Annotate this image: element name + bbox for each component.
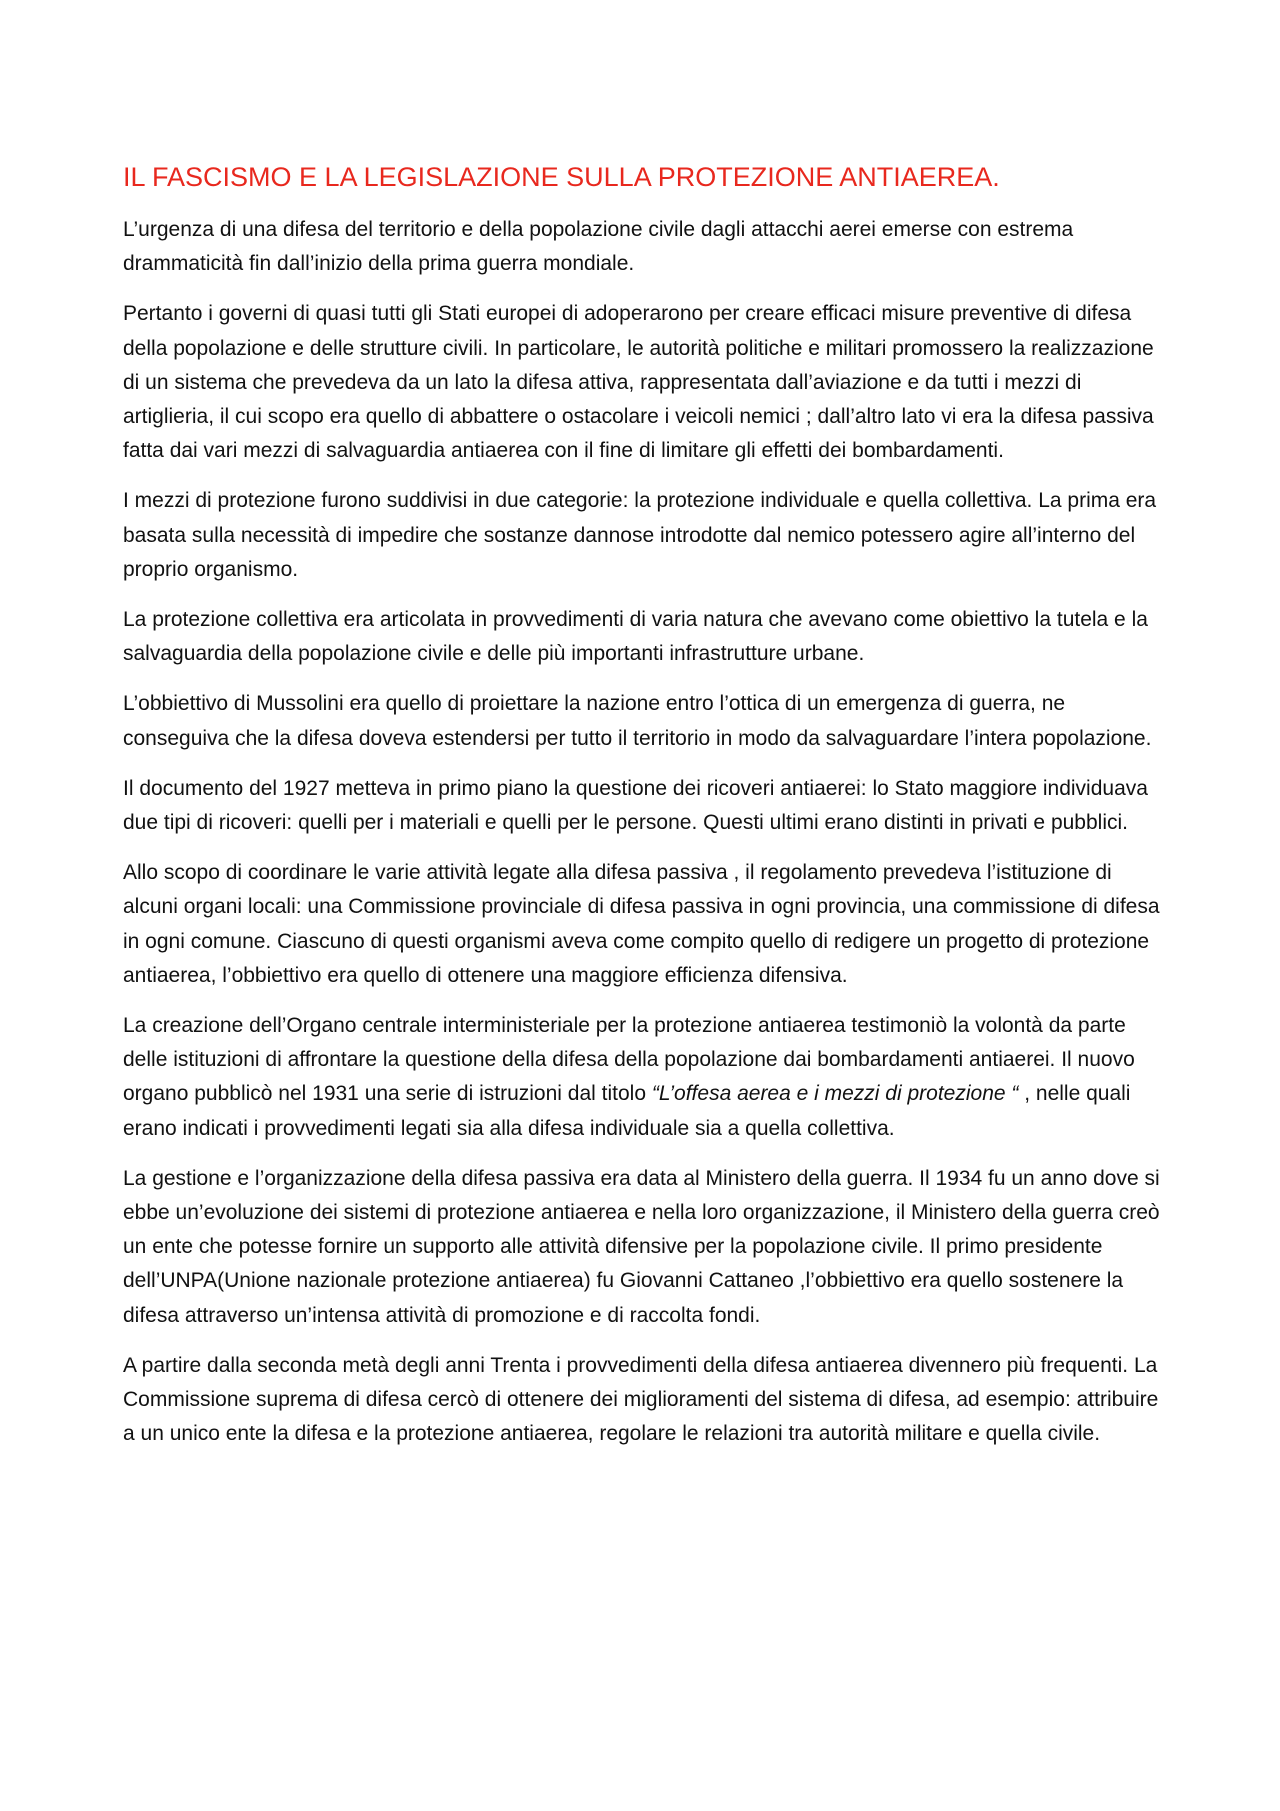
paragraph: La protezione collettiva era articolata in provvedimenti di varia natura che avevano come obiettivo la tutela e la salvaguardia della popolazione civile e delle più importanti infrastrutture urbane. xyxy=(123,608,1148,666)
italic-publication-title: “L’offesa aerea e i mezzi di protezione “ xyxy=(651,1082,1019,1106)
paragraph: L’urgenza di una difesa del territorio e della popolazione civile dagli attacchi aerei emerse con estrema drammaticità fin dall’inizio della prima guerra mondiale. xyxy=(123,218,1074,276)
paragraph: La gestione e l’organizzazione della difesa passiva era data al Ministero della guerra. Il 1934 fu un anno dove si ebbe un’evoluzione dei sistemi di protezione antiaerea e nella loro organizzazione, il Ministero della guerra creò un ente che potesse fornire un supporto alle attività difensive per la popolazione civile. Il primo presidente dell’UNPA(Unione nazionale protezione antiaerea) fu Giovanni Cattaneo ,l’obbiettivo era quello sostenere la difesa attraverso un’intensa attività di promozione e di raccolta fondi. xyxy=(123,1166,1160,1327)
paragraph xyxy=(123,1009,1168,1146)
paragraph: Allo scopo di coordinare le varie attività legate alla difesa passiva , il regolamento prevedeva l’istituzione di alcuni organi locali: una Commissione provinciale di difesa passiva in ogni provincia, una commissione di difesa in ogni comune. Ciascuno di questi organismi aveva come compito quello di redigere un progetto di protezione antiaerea, l’obbiettivo era quello di ottenere una maggiore efficienza difensiva. xyxy=(123,861,1160,987)
document-title: IL FASCISMO E LA LEGISLAZIONE SULLA PROTEZIONE ANTIAEREA. xyxy=(123,162,1000,192)
paragraph: I mezzi di protezione furono suddivisi in due categorie: la protezione individuale e quella collettiva. La prima era basata sulla necessità di impedire che sostanze dannose introdotte dal nemico potessero agire all’interno del proprio organismo. xyxy=(123,489,1157,581)
paragraph: L’obbiettivo di Mussolini era quello di proiettare la nazione entro l’ottica di un emergenza di guerra, ne conseguiva che la difesa doveva estendersi per tutto il territorio in modo da salvaguardare l’intera popolazione. xyxy=(123,692,1152,750)
paragraph-text: La creazione dell’Organo centrale interministeriale per la protezione antiaerea testimoniò la volontà da parte delle istituzioni di affrontare la questione della difesa della popolazione dai bombardamenti antiaerei. Il nuovo organo pubblicò nel 1931 una serie di istruzioni dal titolo xyxy=(123,1014,1135,1106)
paragraph: A partire dalla seconda metà degli anni Trenta i provvedimenti della difesa antiaerea divennero più frequenti. La Commissione suprema di difesa cercò di ottenere dei miglioramenti del sistema di difesa, ad esempio: attribuire a un unico ente la difesa e la protezione antiaerea, regolare le relazioni tra autorità militare e quella civile. xyxy=(123,1353,1159,1446)
document-page xyxy=(123,160,1168,1468)
paragraph: Pertanto i governi di quasi tutti gli Stati europei di adoperarono per creare efficaci misure preventive di difesa della popolazione e delle strutture civili. In particolare, le autorità politiche e militari promossero la realizzazione di un sistema che prevedeva da un lato la difesa attiva, rappresentata dall’aviazione e da tutti i mezzi di artiglieria, il cui scopo era quello di abbattere o ostacolare i veicoli nemici ; dall’altro lato vi era la difesa passiva fatta dai vari mezzi di salvaguardia antiaerea con il fine di limitare gli effetti dei bombardamenti. xyxy=(123,302,1154,463)
paragraph: Il documento del 1927 metteva in primo piano la questione dei ricoveri antiaerei: lo Stato maggiore individuava due tipi di ricoveri: quelli per i materiali e quelli per le persone. Questi ultimi erano distinti in privati e pubblici. xyxy=(123,776,1148,835)
paragraph-text: , nelle quali erano indicati i provvedimenti legati sia alla difesa individuale sia a quella collettiva. xyxy=(123,1082,1131,1140)
